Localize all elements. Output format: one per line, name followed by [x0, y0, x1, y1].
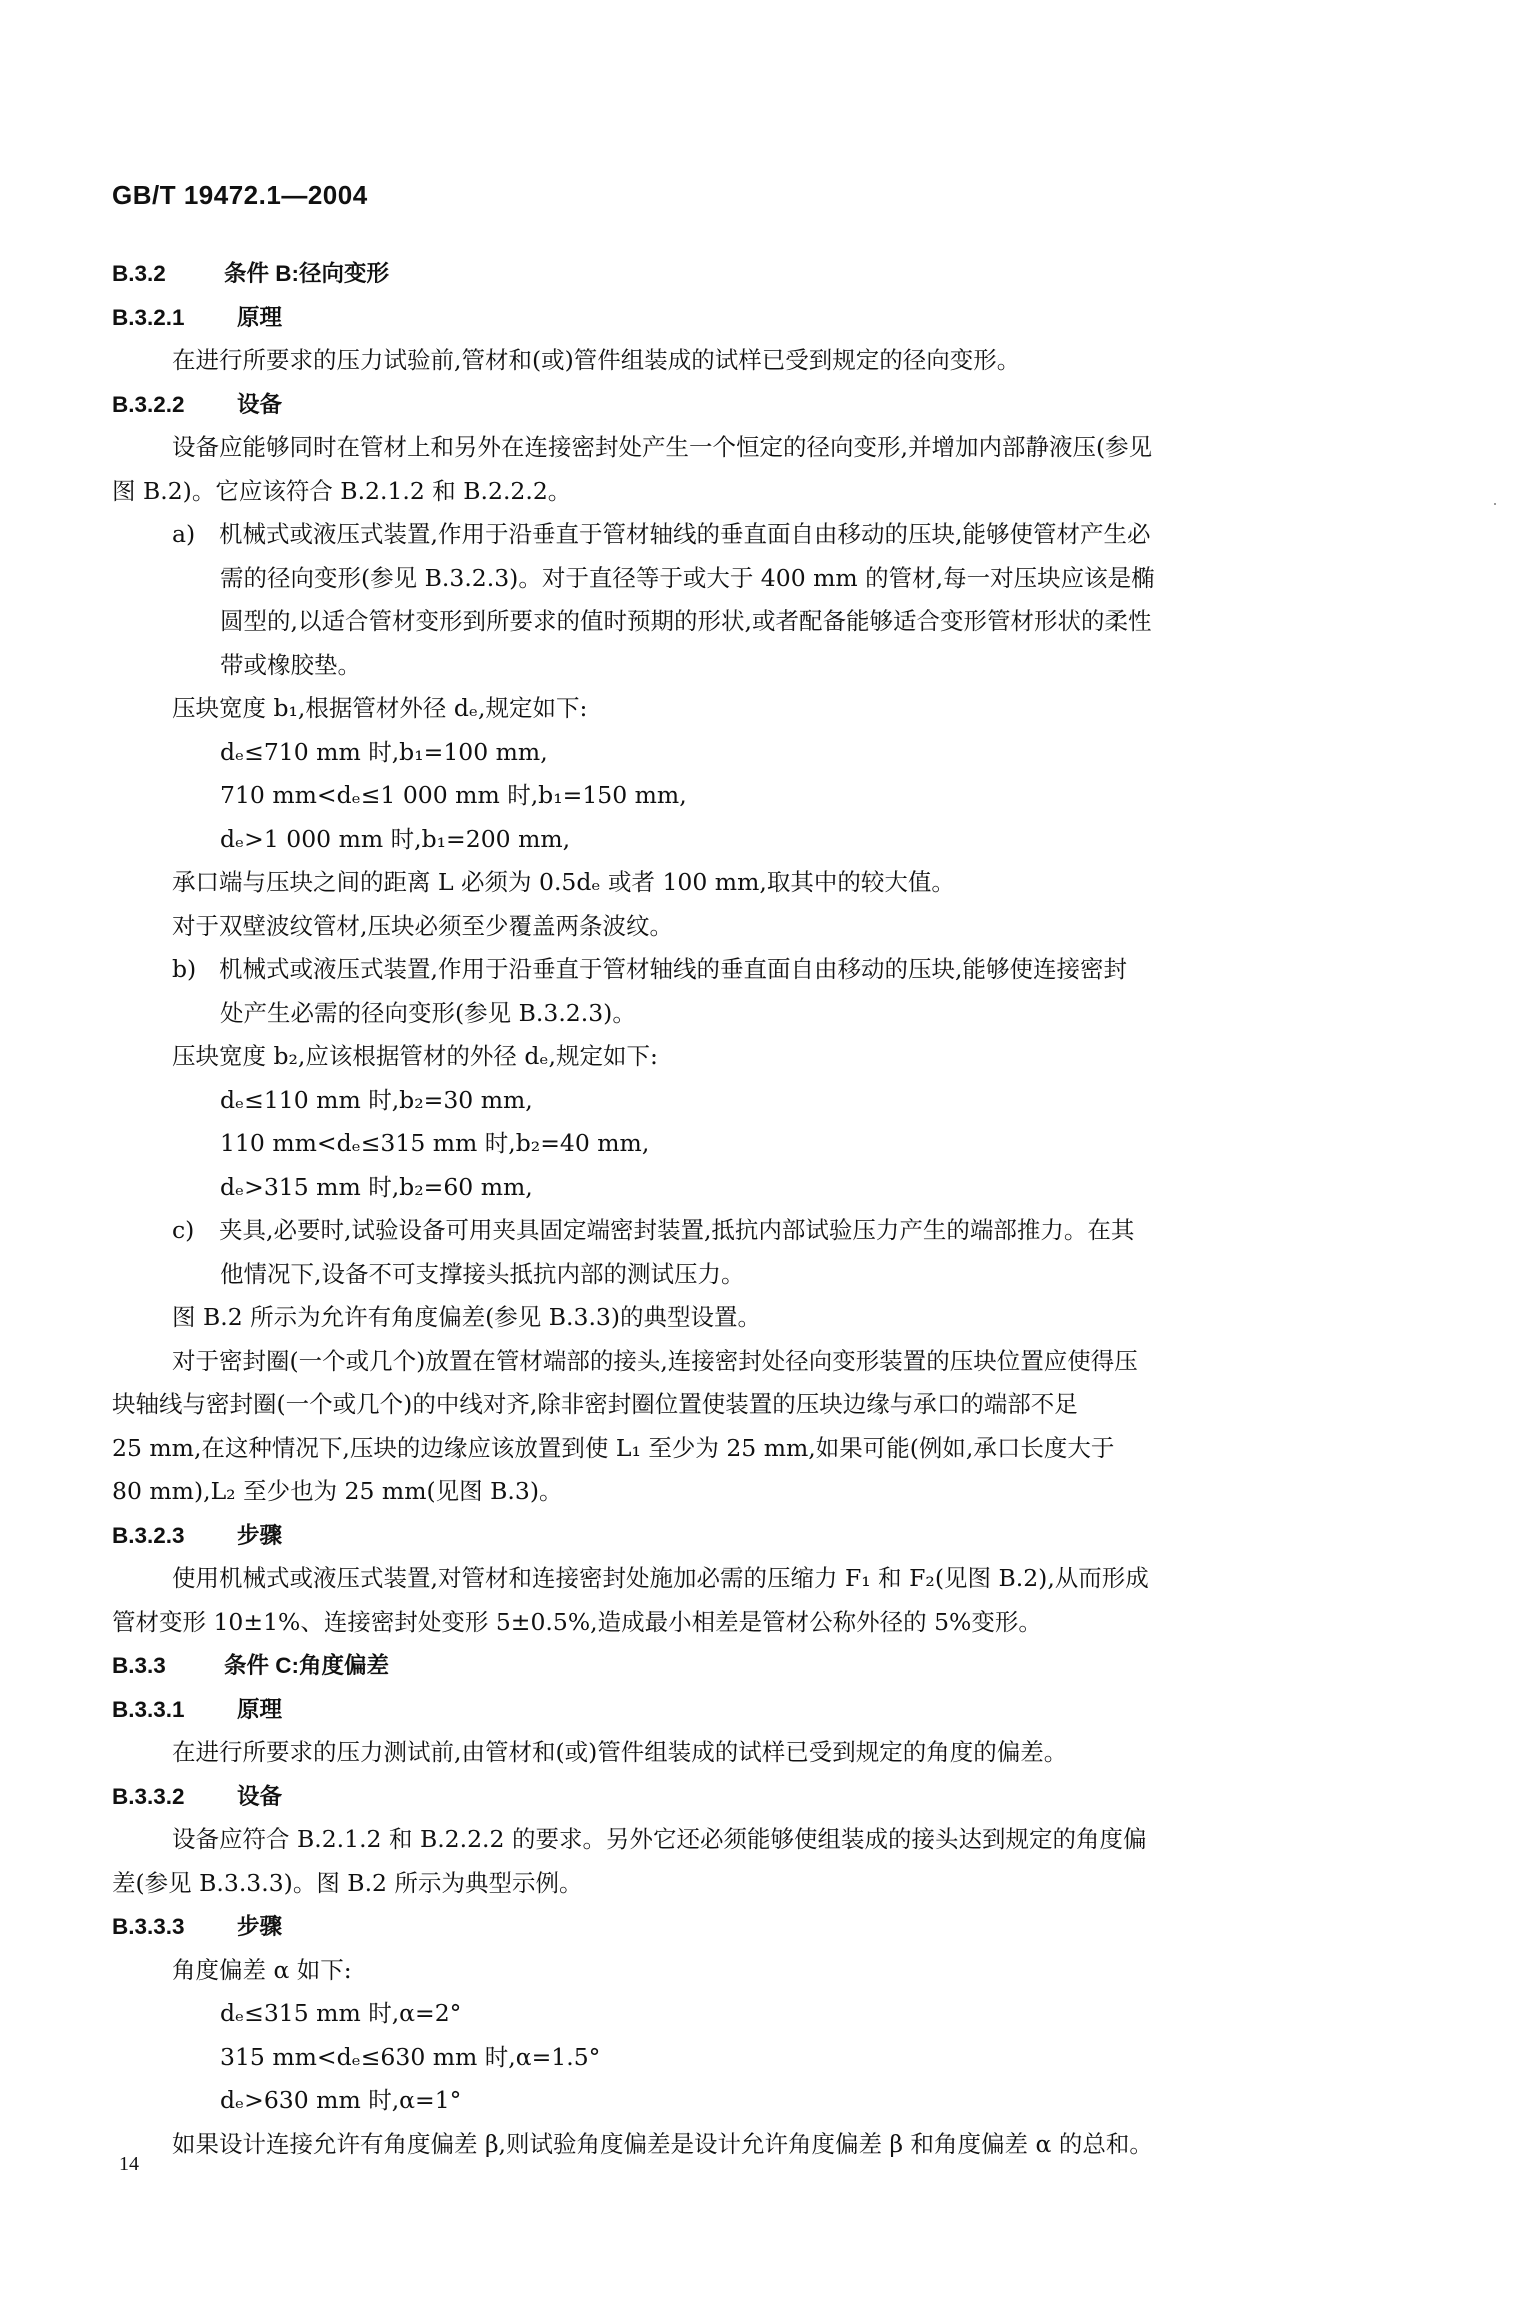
list-label: a)	[172, 520, 196, 548]
formula-line: dₑ>1 000 mm 时,b₁=200 mm,	[220, 824, 571, 853]
paragraph-line: 压块宽度 b₂,应该根据管材的外径 dₑ,规定如下:	[172, 1042, 658, 1070]
section-title: 步骤	[237, 1914, 283, 1939]
paragraph-line: 在进行所要求的压力测试前,由管材和(或)管件组装成的试样已受到规定的角度的偏差。	[172, 1738, 1068, 1766]
paragraph-line: 处产生必需的径向变形(参见 B.3.2.3)。	[220, 998, 636, 1027]
section-heading	[112, 1775, 1398, 1819]
section-title: 条件 B:径向变形	[224, 261, 389, 286]
section-heading	[112, 296, 1398, 340]
standard-number: GB/T 19472.1—2004	[112, 180, 368, 210]
list-label: c)	[172, 1216, 195, 1244]
paragraph-line: 管材变形 10±1%、连接密封处变形 5±0.5%,造成最小相差是管材公称外径的 5%变形。	[112, 1607, 1042, 1636]
section-number: B.3.2	[112, 261, 166, 286]
paragraph-line: 25 mm,在这种情况下,压块的边缘应该放置到使 L₁ 至少为 25 mm,如果可能(例如,承口长度大于	[112, 1433, 1115, 1462]
section-number: B.3.3.1	[112, 1696, 185, 1722]
formula-line: dₑ>315 mm 时,b₂=60 mm,	[220, 1172, 533, 1201]
paragraph-line: 80 mm),L₂ 至少也为 25 mm(见图 B.3)。	[112, 1477, 563, 1505]
list-item	[112, 513, 1398, 557]
paragraph-line: 块轴线与密封圈(一个或几个)的中线对齐,除非密封圈位置使装置的压块边缘与承口的端部不足	[112, 1390, 1078, 1418]
paragraph-line: 图 B.2)。它应该符合 B.2.1.2 和 B.2.2.2。	[112, 476, 572, 505]
formula-line: 710 mm<dₑ≤1 000 mm 时,b₁=150 mm,	[220, 781, 687, 809]
paragraph-line: 设备应能够同时在管材上和另外在连接密封处产生一个恒定的径向变形,并增加内部静液压(参见	[172, 433, 1153, 461]
section-title: 步骤	[237, 1522, 283, 1548]
section-number: B.3.2.2	[112, 391, 185, 417]
section-number: B.3.2.3	[112, 1522, 185, 1548]
scan-speck	[1494, 503, 1496, 505]
list-item	[112, 1209, 1398, 1253]
section-number: B.3.3	[112, 1653, 166, 1678]
formula-line: dₑ≤315 mm 时,α=2°	[220, 1999, 462, 2027]
paragraph-line: 压块宽度 b₁,根据管材外径 dₑ,规定如下:	[172, 694, 588, 722]
section-heading	[112, 1905, 1398, 1949]
paragraph-line: 承口端与压块之间的距离 L 必须为 0.5dₑ 或者 100 mm,取其中的较大值。	[172, 868, 955, 896]
paragraph-line: 圆型的,以适合管材变形到所要求的值时预期的形状,或者配备能够适合变形管材形状的柔性	[220, 607, 1152, 635]
list-label: b)	[172, 955, 197, 983]
section-heading	[112, 1644, 1398, 1688]
body-text	[112, 252, 1398, 2166]
page-number: 14	[119, 2153, 139, 2175]
formula-line: 110 mm<dₑ≤315 mm 时,b₂=40 mm,	[220, 1129, 650, 1157]
list-text: 夹具,必要时,试验设备可用夹具固定端密封装置,抵抗内部试验压力产生的端部推力。在其	[219, 1216, 1135, 1244]
section-heading	[112, 252, 1398, 296]
section-number: B.3.2.1	[112, 304, 185, 330]
list-text: 机械式或液压式装置,作用于沿垂直于管材轴线的垂直面自由移动的压块,能够使连接密封	[219, 955, 1127, 983]
paragraph-line: 设备应符合 B.2.1.2 和 B.2.2.2 的要求。另外它还必须能够使组装成的接头达到规定的角度偏	[172, 1825, 1147, 1853]
paragraph-line: 如果设计连接允许有角度偏差 β,则试验角度偏差是设计允许角度偏差 β 和角度偏差 α 的总和。	[172, 2129, 1153, 2158]
paragraph-line: 对于双壁波纹管材,压块必须至少覆盖两条波纹。	[172, 911, 673, 940]
section-number: B.3.3.3	[112, 1914, 185, 1939]
paragraph-line: 使用机械式或液压式装置,对管材和连接密封处施加必需的压缩力 F₁ 和 F₂(见图 B.2),从而形成	[172, 1564, 1149, 1592]
section-title: 设备	[237, 391, 283, 417]
paragraph-line: 在进行所要求的压力试验前,管材和(或)管件组装成的试样已受到规定的径向变形。	[172, 346, 1021, 374]
paragraph-line: 差(参见 B.3.3.3)。图 B.2 所示为典型示例。	[112, 1868, 583, 1897]
section-heading	[112, 1688, 1398, 1732]
paragraph-line: 图 B.2 所示为允许有角度偏差(参见 B.3.3)的典型设置。	[172, 1303, 762, 1331]
paragraph-line: 他情况下,设备不可支撑接头抵抗内部的测试压力。	[220, 1259, 745, 1288]
section-title: 原理	[237, 304, 283, 330]
formula-line: dₑ>630 mm 时,α=1°	[220, 2086, 462, 2114]
paragraph-line: 需的径向变形(参见 B.3.2.3)。对于直径等于或大于 400 mm 的管材,每一对压块应该是椭	[220, 563, 1155, 592]
formula-line: 315 mm<dₑ≤630 mm 时,α=1.5°	[220, 2042, 601, 2071]
paragraph-line: 对于密封圈(一个或几个)放置在管材端部的接头,连接密封处径向变形装置的压块位置应使得压	[172, 1346, 1138, 1375]
section-heading	[112, 383, 1398, 427]
section-number: B.3.3.2	[112, 1783, 185, 1809]
list-text: 机械式或液压式装置,作用于沿垂直于管材轴线的垂直面自由移动的压块,能够使管材产生必	[219, 520, 1151, 548]
section-heading	[112, 1514, 1398, 1558]
section-title: 条件 C:角度偏差	[224, 1653, 389, 1678]
paragraph-line: 角度偏差 α 如下:	[172, 1955, 352, 1984]
paragraph-line: 带或橡胶垫。	[220, 650, 361, 679]
list-item	[112, 948, 1398, 992]
section-title: 设备	[237, 1783, 283, 1809]
formula-line: dₑ≤110 mm 时,b₂=30 mm,	[220, 1085, 533, 1114]
section-title: 原理	[237, 1696, 283, 1722]
formula-line: dₑ≤710 mm 时,b₁=100 mm,	[220, 737, 548, 766]
